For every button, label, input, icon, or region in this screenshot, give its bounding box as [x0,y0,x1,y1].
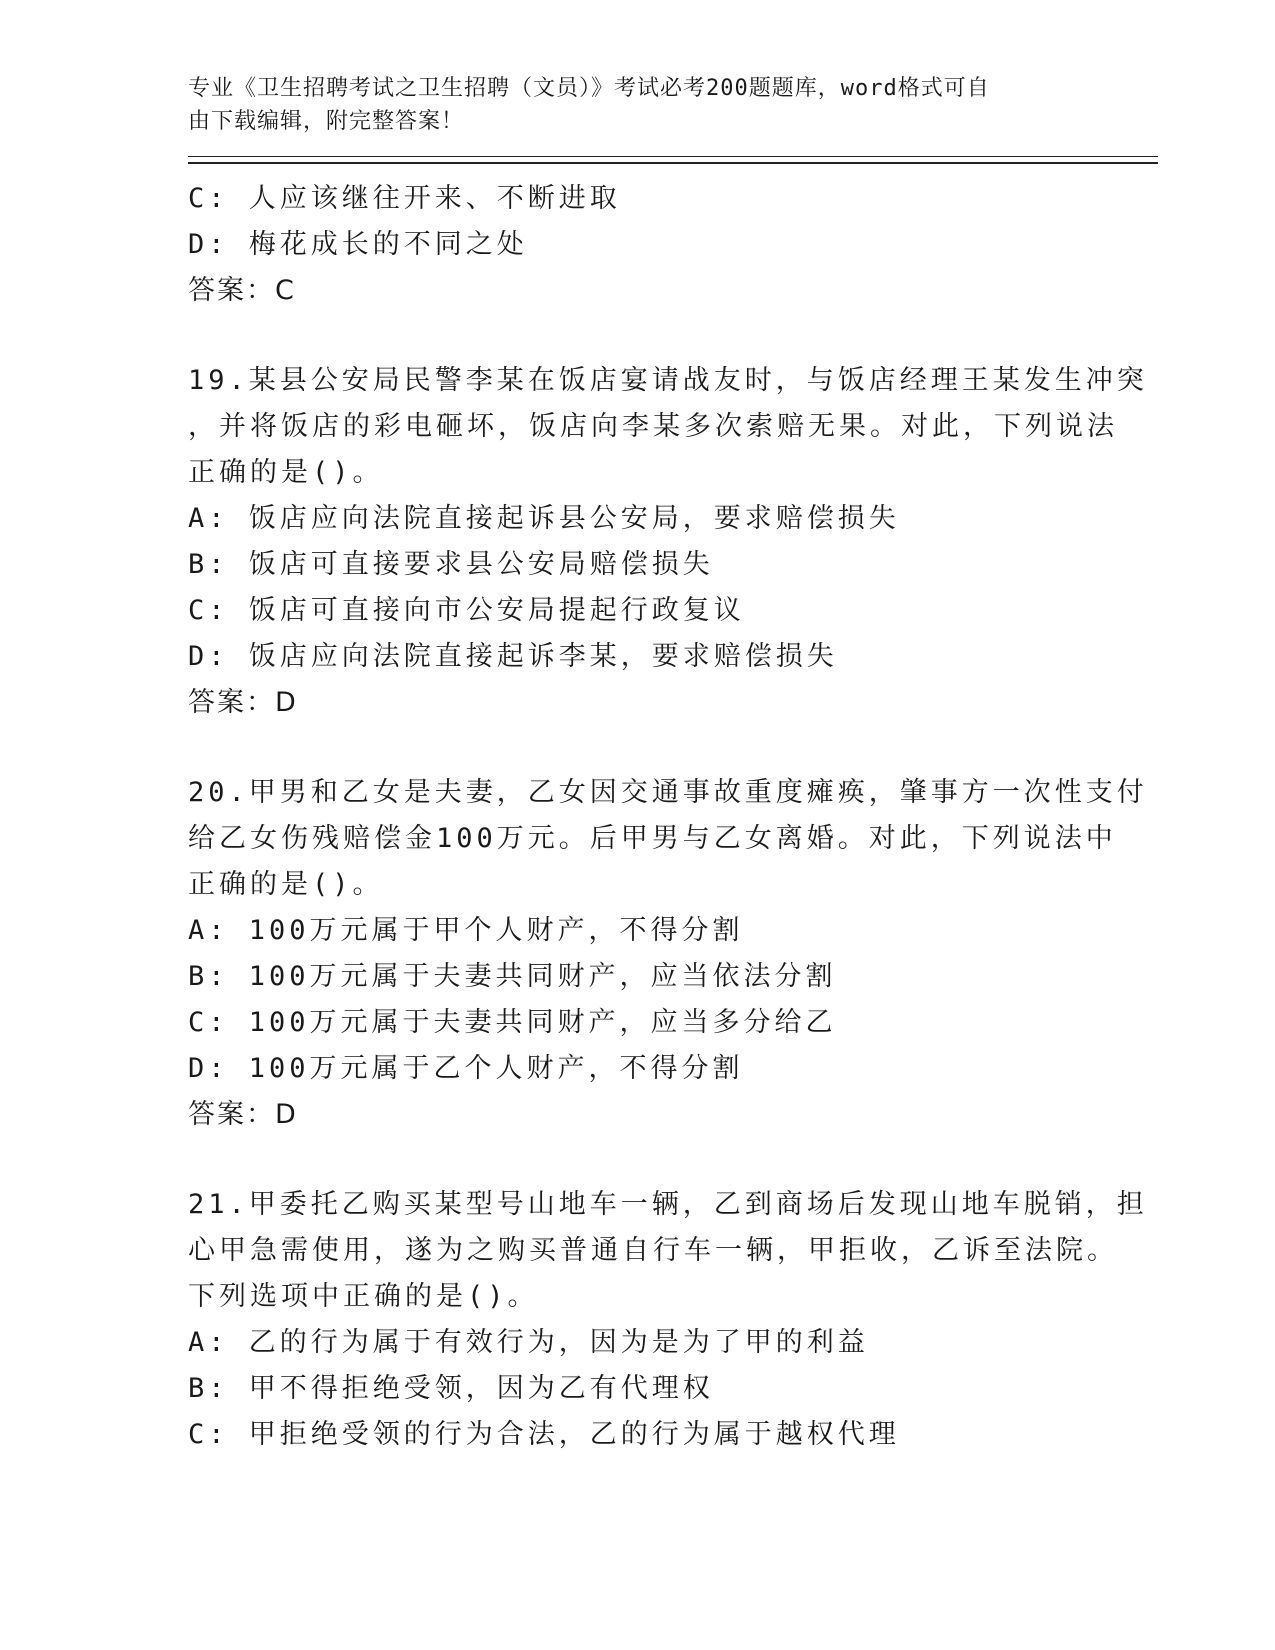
document-page [188,0,1158,1458]
option-c: C: 甲拒绝受领的行为合法，乙的行为属于越权代理 [188,1419,900,1450]
spacer [188,1138,1158,1182]
answer-line: 答案：D [188,687,298,718]
question-stem-line: 21.甲委托乙购买某型号山地车一辆，乙到商场后发现山地车脱销，担 [188,1189,1148,1220]
option-a: A: 乙的行为属于有效行为，因为是为了甲的利益 [188,1327,869,1358]
option-d: D: 饭店应向法院直接起诉李某，要求赔偿损失 [188,641,838,672]
answer-line: 答案：D [188,1099,298,1130]
question-stem-line: 给乙女伤残赔偿金100万元。后甲男与乙女离婚。对此，下列说法中 [188,823,1117,854]
question-stem-line: ，并将饭店的彩电砸坏，饭店向李某多次索赔无果。对此，下列说法 [188,411,1118,442]
answer-line: 答案：C [188,275,296,306]
question-19 [188,358,1158,726]
option-b: B: 100万元属于夫妻共同财产，应当依法分割 [188,961,837,992]
option-a: A: 饭店应向法院直接起诉县公安局，要求赔偿损失 [188,503,900,534]
option-d: D: 100万元属于乙个人财产，不得分割 [188,1053,744,1084]
question-list [188,176,1158,1458]
spacer [188,314,1158,358]
question-stem-line: 心甲急需使用，遂为之购买普通自行车一辆，甲拒收，乙诉至法院。 [188,1235,1118,1266]
question-20 [188,770,1158,1138]
question-stem-line: 正确的是()。 [188,869,384,900]
question-stem-line: 下列选项中正确的是()。 [188,1281,539,1312]
question-stem-line: 正确的是()。 [188,457,384,488]
header-divider [188,156,1158,164]
option-c: C: 100万元属于夫妻共同财产，应当多分给乙 [188,1007,837,1038]
question-stem-line: 19.某县公安局民警李某在饭店宴请战友时，与饭店经理王某发生冲突 [188,365,1148,396]
option-b: B: 甲不得拒绝受领，因为乙有代理权 [188,1373,714,1404]
document-header [188,72,1158,138]
question-18-tail [188,176,1158,314]
option-b: B: 饭店可直接要求县公安局赔偿损失 [188,549,714,580]
option-c: C: 饭店可直接向市公安局提起行政复议 [188,595,745,626]
header-title-line-2: 由下载编辑，附完整答案！ [188,109,465,134]
option-a: A: 100万元属于甲个人财产，不得分割 [188,915,744,946]
option-c: C: 人应该继往开来、不断进取 [188,183,621,214]
question-stem-line: 20.甲男和乙女是夫妻，乙女因交通事故重度瘫痪，肇事方一次性支付 [188,777,1148,808]
header-title-line-1: 专业《卫生招聘考试之卫生招聘（文员）》考试必考200题题库，word格式可自 [188,76,990,101]
question-21 [188,1182,1158,1458]
spacer [188,726,1158,770]
option-d: D: 梅花成长的不同之处 [188,229,528,260]
